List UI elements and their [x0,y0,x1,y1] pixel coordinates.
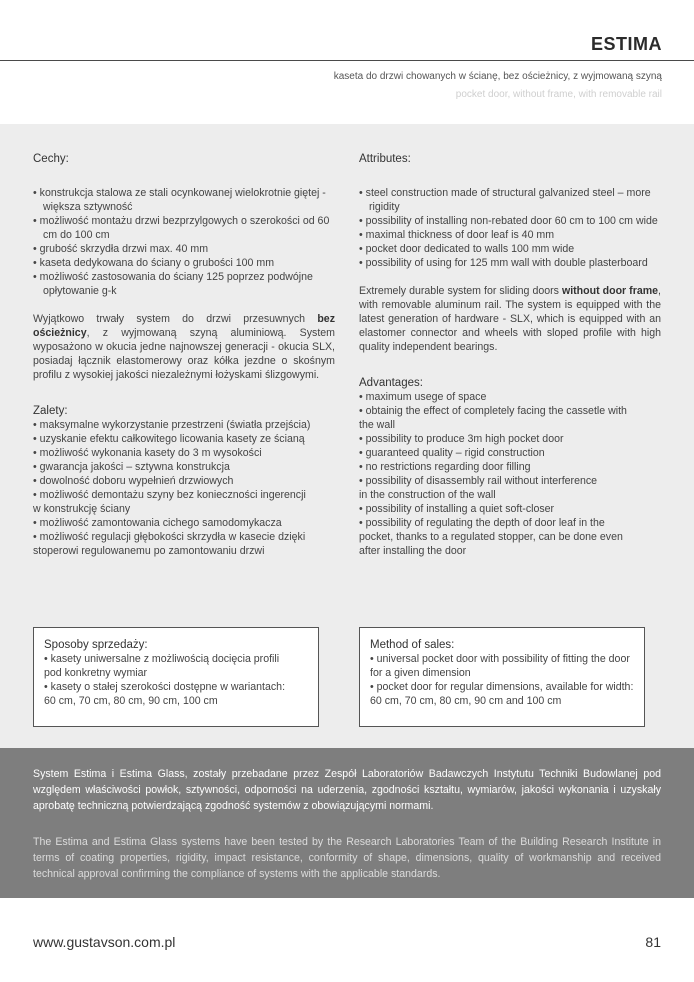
feature-item: • grubość skrzydła drzwi max. 40 mm [33,242,335,256]
sales-line: 60 cm, 70 cm, 80 cm, 90 cm and 100 cm [370,695,562,707]
feature-item: • possibility of installing non-rebated door 60 cm to 100 cm wide [359,214,661,228]
advantage-line: • możliwość zamontowania cichego samodomykacza [33,517,282,529]
advantage-line: • possibility of installing a quiet soft-closer [359,503,555,515]
features-list-pl [33,186,335,298]
advantage-line: after installing the door [359,545,467,557]
brand-title: ESTIMA [590,34,662,54]
page-number: 81 [645,934,661,950]
sales-heading-pl: Sposoby sprzedaży: [44,639,148,651]
sales-line: • universal pocket door with possibility of fitting the door [370,653,630,665]
subtitle-english: pocket door, without frame, with removable rail [455,89,662,100]
sales-heading-en: Method of sales: [370,639,455,651]
advantage-line: pocket, thanks to a regulated stopper, can be done even [359,531,623,543]
certification-text-pl: System Estima i Estima Glass, zostały przebadane przez Zespół Laboratoriów Badawczych Instytutu Techniki Budowlanej pod względem właściwości powłok, sztywności, odporności na uderzenia, zgodności kształtu, wymiarów, jakości wykonania i uzyskały aprobatę techniczną potwierdzającą zgodność systemów z obowiązującymi normami. [33,768,661,812]
sales-box-pl [33,627,319,727]
advantages-list-pl [33,418,335,558]
sales-line: 60 cm, 70 cm, 80 cm, 90 cm, 100 cm [44,695,218,707]
advantage-line: • possibility to produce 3m high pocket door [359,433,564,445]
description-text: Extremely durable system for sliding doors [359,285,562,297]
polish-column [33,152,335,558]
sales-line: • kasety o stałej szerokości dostępne w wariantach: [44,681,286,693]
advantage-line: • dowolność doboru wypełnień drzwiowych [33,475,234,487]
sales-line: for a given dimension [370,667,471,679]
description-text: , z wyjmowaną szyną aluminiową. System wyposażono w okucia jedne najnowszej generacji - okucia SLX, posiadaj łącznik elastomerowy oraz kółka jezdne o skośnym profilu z wysokiej jakości niezależnymi łożyskami ślizgowymi. [33,327,335,381]
feature-item: • pocket door dedicated to walls 100 mm wide [359,242,661,256]
advantage-line: • możliwość regulacji głębokości skrzydła w kasecie dzięki [33,531,306,543]
advantage-line: w konstrukcję ściany [33,503,131,515]
page-footer [0,898,694,982]
feature-item: • maximal thickness of door leaf is 40 mm [359,228,661,242]
feature-item: • konstrukcja stalowa ze stali ocynkowanej wielokrotnie giętej - większa sztywność [33,186,335,214]
features-heading-en: Attributes: [359,153,411,165]
sales-line: • pocket door for regular dimensions, available for width: [370,681,634,693]
english-column [359,152,661,558]
description-emphasis: bez ościeżnicy [33,313,335,339]
feature-item: • możliwość montażu drzwi bezprzylgowych o szerokości od 60 cm do 100 cm [33,214,335,242]
features-heading-pl: Cechy: [33,153,69,165]
certification-text-en: The Estima and Estima Glass systems have been tested by the Research Laboratories Team of the Building Research Institute in terms of coating properties, rigidity, impact resistance, conformity of shape, dimensions, quality of workmanship and received technical approval confirming the compliance of systems with the applicable standards. [33,836,661,880]
sales-box-en [359,627,645,727]
feature-item: • possibility of using for 125 mm wall with double plasterboard [359,256,661,270]
advantage-line: stoperowi regulowanemu po zamontowaniu drzwi [33,545,265,557]
feature-item: • kaseta dedykowana do ściany o grubości 100 mm [33,256,335,270]
advantage-line: • possibility of regulating the depth of door leaf in the [359,517,605,529]
advantages-heading-en: Advantages: [359,377,423,389]
advantage-line: • no restrictions regarding door filling [359,461,531,473]
description-en [359,284,661,354]
advantage-line: • możliwość wykonania kasety do 3 m wysokości [33,447,262,459]
advantage-line: in the construction of the wall [359,489,496,501]
subtitle-polish: kaseta do drzwi chowanych w ścianę, bez ościeżnicy, z wyjmowaną szyną [333,71,662,82]
advantage-line: • obtainig the effect of completely facing the cassetle with [359,405,627,417]
header-rule [0,60,694,61]
features-list-en [359,186,661,270]
advantage-line: • gwarancja jakości – sztywna konstrukcja [33,461,230,473]
certification-band [0,748,694,898]
website-url: www.gustavson.com.pl [33,934,176,950]
advantages-heading-pl: Zalety: [33,405,68,417]
description-text: , with removable aluminum rail. The system is equipped with the latest generation of hardware - SLX, which is equipped with an elastomer connector and wheels with sloped profile with high quality independent bearings. [359,285,661,353]
advantages-list-en [359,390,661,558]
advantage-line: • possibility of disassembly rail without interference [359,475,598,487]
content-area [0,124,694,748]
advantage-line: the wall [359,419,395,431]
description-emphasis: without door frame [561,285,659,297]
page-header [0,0,694,124]
feature-item: • steel construction made of structural galvanized steel – more rigidity [359,186,661,214]
advantage-line: • guaranteed quality – rigid construction [359,447,545,459]
sales-line: pod konkretny wymiar [44,667,148,679]
advantage-line: • możliwość demontażu szyny bez konieczności ingerencji [33,489,306,501]
description-text: Wyjątkowo trwały system do drzwi przesuwnych [33,313,318,325]
feature-item: • możliwość zastosowania do ściany 125 poprzez podwójne opłytowanie g-k [33,270,335,298]
advantage-line: • maximum usege of space [359,391,487,403]
description-pl [33,312,335,382]
advantage-line: • uzyskanie efektu całkowitego licowania kasety ze ścianą [33,433,305,445]
advantage-line: • maksymalne wykorzystanie przestrzeni (światła przejścia) [33,419,311,431]
sales-line: • kasety uniwersalne z możliwością docięcia profili [44,653,280,665]
